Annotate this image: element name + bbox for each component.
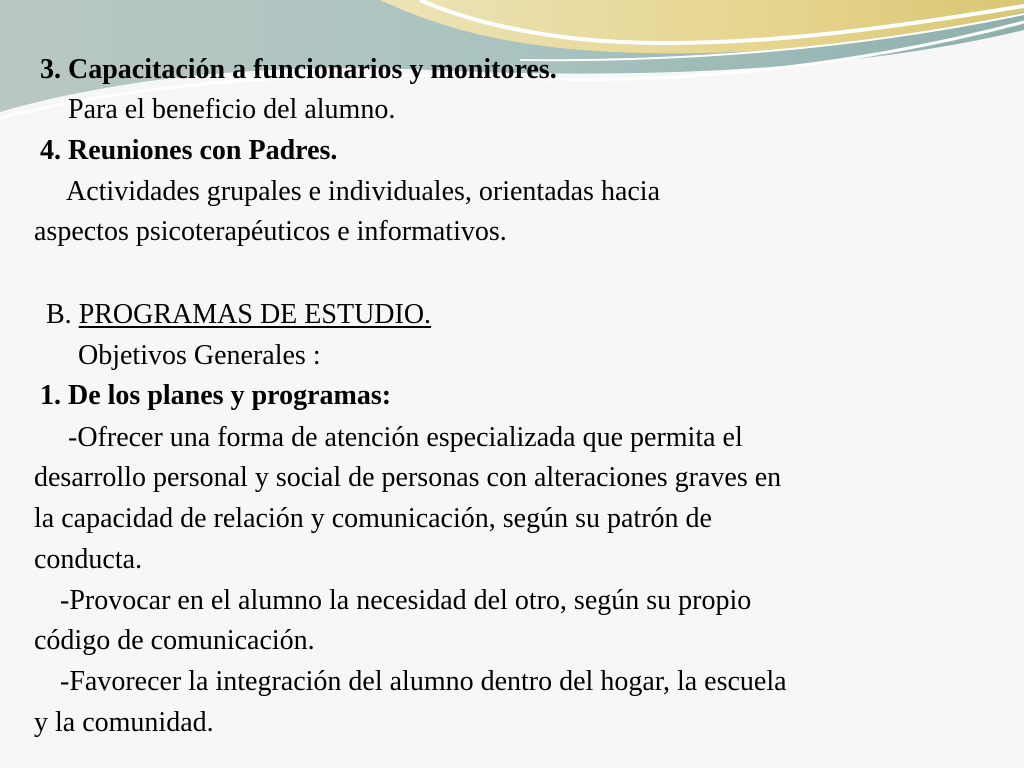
- bullet3-line2: y la comunidad.: [34, 707, 214, 738]
- section-3-text: Para el beneficio del alumno.: [68, 94, 396, 125]
- bullet2-line2: código de comunicación.: [34, 625, 315, 656]
- section-4-heading: 4. Reuniones con Padres.: [40, 135, 338, 166]
- bullet2-line1: -Provocar en el alumno la necesidad del otro, según su propio: [60, 585, 752, 616]
- bullet3-line1: -Favorecer la integración del alumno dentro del hogar, la escuela: [60, 666, 787, 697]
- section-3-heading: 3. Capacitación a funcionarios y monitores.: [40, 54, 557, 85]
- section-4-text-line2: aspectos psicoterapéuticos e informativos.: [34, 216, 507, 247]
- section-4-text-line1: Actividades grupales e individuales, orientadas hacia: [66, 176, 661, 207]
- bullet1-line3: la capacidad de relación y comunicación, según su patrón de: [34, 503, 712, 534]
- bullet1-line1: -Ofrecer una forma de atención especializada que permita el: [68, 422, 743, 453]
- section-b-title-text: PROGRAMAS DE ESTUDIO.: [78, 299, 432, 330]
- section-b-title: [46, 295, 431, 335]
- section-b-letter: B.: [46, 299, 79, 330]
- bullet1-line4: conducta.: [34, 544, 143, 575]
- section-b-subtitle: Objetivos Generales :: [78, 340, 321, 371]
- section-b-item1-heading: 1. De los planes y programas:: [40, 380, 392, 411]
- bullet1-line2: desarrollo personal y social de personas con alteraciones graves en: [34, 462, 782, 493]
